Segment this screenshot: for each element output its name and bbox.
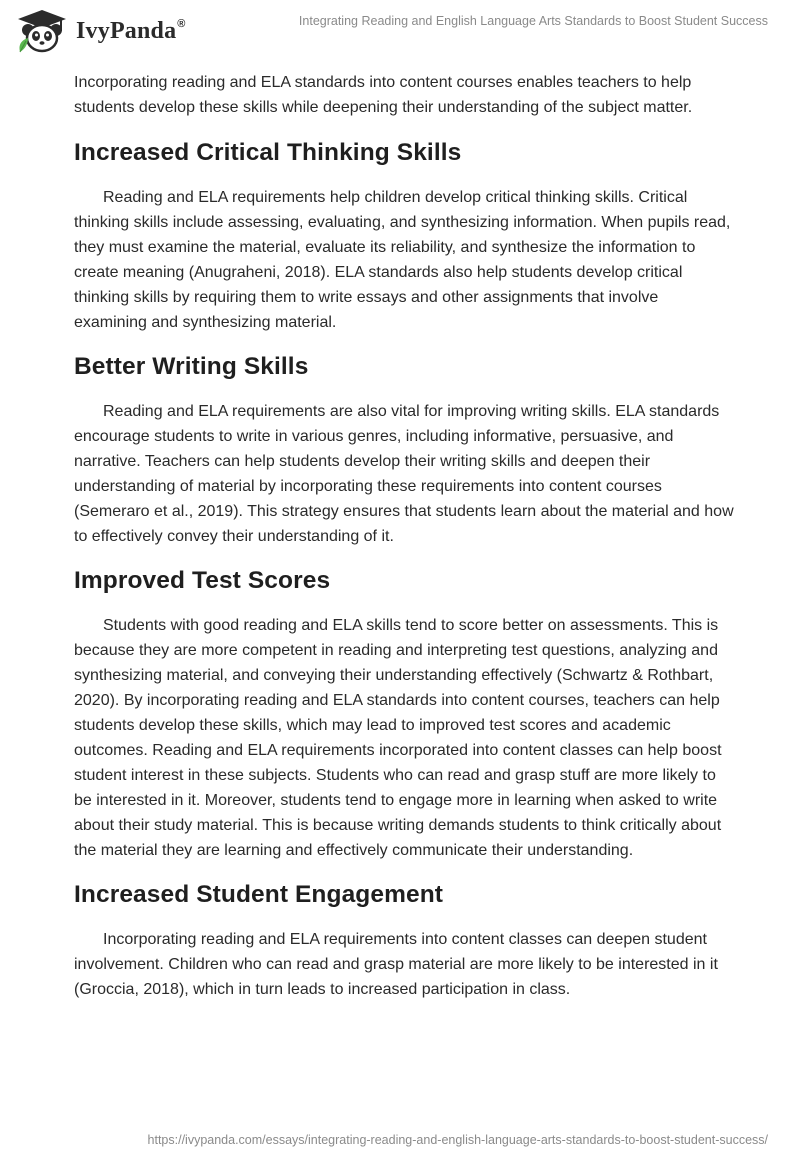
section-heading-critical-thinking: Increased Critical Thinking Skills [74,139,462,166]
essay-body [74,70,734,1002]
document-title: Integrating Reading and English Language Arts Standards to Boost Student Success [298,14,768,28]
section-paragraph-engagement: Incorporating reading and ELA requirements into content classes can deepen student involvement. Children who can read and grasp material are more likely to be interested in it (Groccia, 2018), which in turn leads to increased participation in class. [74,931,718,998]
registered-mark: ® [177,17,186,30]
section-heading-test-scores: Improved Test Scores [74,567,331,594]
ivypanda-logo[interactable] [14,8,186,54]
section-paragraph-critical-thinking: Reading and ELA requirements help children develop critical thinking skills. Critical thinking skills include assessing, evaluating, and synthesizing information. When pupils read, they must examine the material, evaluate its reliability, and synthesize the information to create meaning (Anugraheni, 2018). ELA standards also help students develop critical thinking skills by requiring them to write essays and other assignments that involve examining and synthesizing material. [74,189,731,331]
section-paragraph-writing-skills: Reading and ELA requirements are also vital for improving writing skills. ELA standards encourage students to write in various genres, including informative, persuasive, and narrative. Teachers can help students develop their writing skills and deepen their understanding of material by incorporating these requirements into content courses (Semeraro et al., 2019). This strategy ensures that students learn about the material and how to effectively convey their understanding of it. [74,403,734,545]
brand-name: IvyPanda® [76,17,186,44]
source-url[interactable]: https://ivypanda.com/essays/integrating-reading-and-english-language-arts-standards-to-boost-student-success/ [147,1133,768,1147]
panda-graduate-icon [14,8,70,54]
section-paragraph-test-scores: Students with good reading and ELA skills tend to score better on assessments. This is because they are more competent in reading and interpreting test questions, analyzing and synthesizing material, and conveying their understanding effectively (Schwartz & Rothbart, 2020). By incorporating reading and ELA standards into content courses, teachers can help students develop these skills, which may lead to improved test scores and academic outcomes. Reading and ELA requirements incorporated into content classes can help boost student interest in these subjects. Students who can read and grasp stuff are more likely to be interested in it. Moreover, students tend to engage more in learning when asked to write about their study material. This is because writing demands students to think critically about the material they are learning and effectively communicate their understanding. [74,617,722,859]
page-header [0,0,800,60]
intro-paragraph: Incorporating reading and ELA standards into content courses enables teachers to help students develop these skills while deepening their understanding of the subject matter. [74,74,693,116]
section-heading-engagement: Increased Student Engagement [74,881,444,908]
section-heading-writing-skills: Better Writing Skills [74,353,309,380]
